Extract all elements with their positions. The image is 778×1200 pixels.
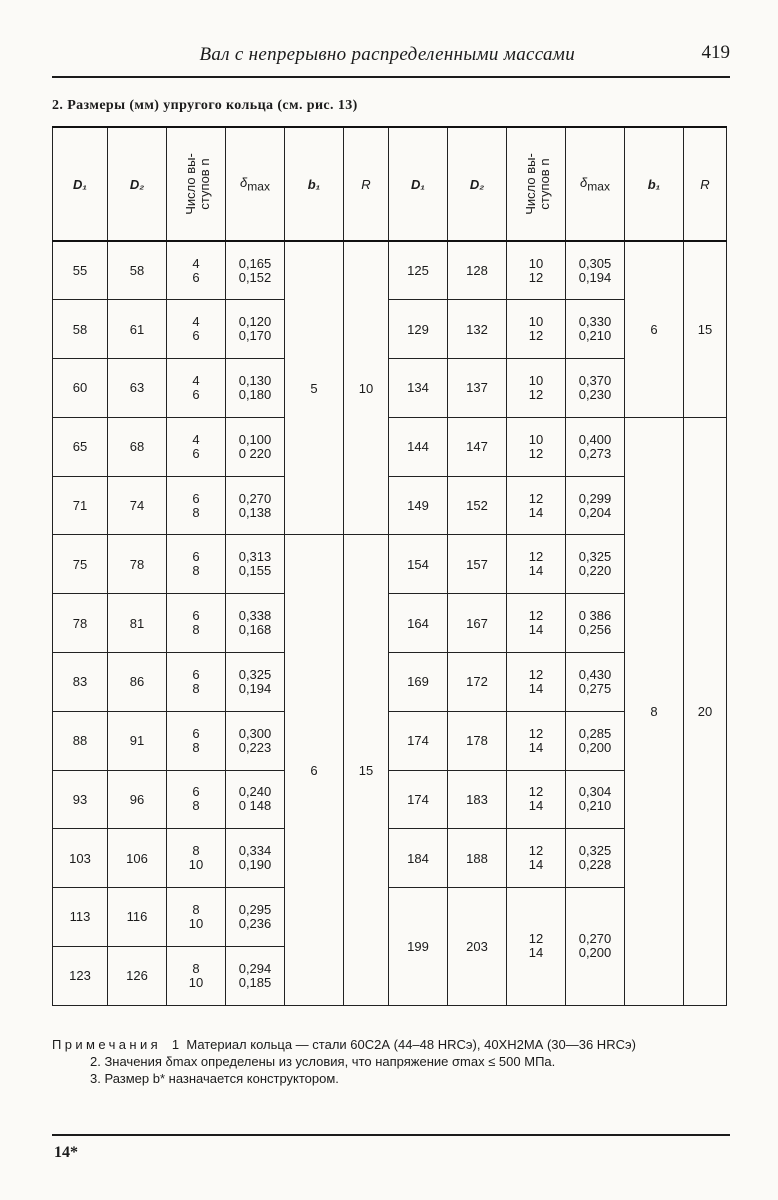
cell-d2-right: 203 (448, 888, 507, 1006)
cell-d1: 123 (53, 946, 108, 1005)
cell-delta-max-right: 0,304 0,210 (566, 770, 625, 829)
cell-d2: 126 (108, 946, 167, 1005)
cell-n-right: 12 14 (507, 535, 566, 594)
cell-d2: 63 (108, 359, 167, 418)
cell-delta-max-right: 0,299 0,204 (566, 476, 625, 535)
cell-delta-max-right: 0 386 0,256 (566, 594, 625, 653)
cell-delta-max-right: 0,370 0,230 (566, 359, 625, 418)
table-header-row (53, 127, 727, 241)
cell-d2-right: 188 (448, 829, 507, 888)
cell-b1-right: 8 (625, 417, 684, 1005)
col-header-delta-max-right: $\delta_{max}$ (566, 127, 625, 241)
cell-d1-right: 199 (389, 888, 448, 1006)
cell-d2-right: 147 (448, 417, 507, 476)
cell-d1-right: 174 (389, 770, 448, 829)
cell-r-right: 15 (684, 241, 727, 417)
cell-b1: 6 (285, 535, 344, 1005)
cell-d2-right: 157 (448, 535, 507, 594)
col-header-d1-right: D₁ (389, 127, 448, 241)
cell-n: 6 8 (167, 476, 226, 535)
cell-r: 15 (344, 535, 389, 1005)
cell-d1: 93 (53, 770, 108, 829)
cell-d1: 78 (53, 594, 108, 653)
cell-d2-right: 132 (448, 300, 507, 359)
cell-d1-right: 134 (389, 359, 448, 418)
ring-dimensions-table (52, 126, 727, 1006)
cell-d2: 74 (108, 476, 167, 535)
cell-delta-max: 0,120 0,170 (226, 300, 285, 359)
table-caption: 2. Размеры (мм) упругого кольца (см. рис. 13) (52, 98, 358, 113)
cell-delta-max: 0,313 0,155 (226, 535, 285, 594)
cell-delta-max-right: 0,430 0,275 (566, 652, 625, 711)
cell-n: 6 8 (167, 594, 226, 653)
table-row (53, 417, 727, 446)
cell-d2-right: 172 (448, 652, 507, 711)
cell-n-right: 12 14 (507, 594, 566, 653)
cell-d1-right: 125 (389, 241, 448, 300)
col-header-delta-max: $\delta_{max}$ (226, 127, 285, 241)
cell-n-right: 12 14 (507, 476, 566, 535)
cell-b1: 5 (285, 241, 344, 535)
cell-r: 10 (344, 241, 389, 535)
cell-d1: 65 (53, 417, 108, 476)
cell-b1-right: 6 (625, 241, 684, 417)
cell-d1-right: 129 (389, 300, 448, 359)
table-body (53, 241, 727, 1005)
cell-d2: 58 (108, 241, 167, 300)
cell-d1: 75 (53, 535, 108, 594)
cell-d2: 106 (108, 829, 167, 888)
cell-d2: 116 (108, 888, 167, 947)
cell-n: 4 6 (167, 417, 226, 476)
col-header-b1: b₁ (285, 127, 344, 241)
cell-delta-max: 0,100 0 220 (226, 417, 285, 476)
cell-d1-right: 184 (389, 829, 448, 888)
col-header-n: Число вы- ступов n (167, 127, 226, 241)
running-title: Вал с непрерывно распределенными массами (199, 44, 575, 65)
cell-n-right: 10 12 (507, 359, 566, 418)
cell-n-right: 10 12 (507, 417, 566, 476)
cell-delta-max-right: 0,305 0,194 (566, 241, 625, 300)
cell-delta-max: 0,338 0,168 (226, 594, 285, 653)
signature-mark: 14* (54, 1144, 78, 1161)
cell-delta-max: 0,334 0,190 (226, 829, 285, 888)
cell-n: 4 6 (167, 241, 226, 300)
cell-delta-max: 0,240 0 148 (226, 770, 285, 829)
cell-n: 6 8 (167, 711, 226, 770)
cell-d2-right: 178 (448, 711, 507, 770)
cell-d1: 83 (53, 652, 108, 711)
cell-n: 4 6 (167, 300, 226, 359)
cell-d2-right: 137 (448, 359, 507, 418)
cell-d2-right: 183 (448, 770, 507, 829)
col-header-b1-right: b₁ (625, 127, 684, 241)
note-1-text: Материал кольца — стали 60С2А (44–48 HRCэ), 40ХН2МА (30—36 HRCэ) (186, 1037, 636, 1052)
cell-n: 4 6 (167, 359, 226, 418)
cell-d2: 78 (108, 535, 167, 594)
cell-n-right: 12 14 (507, 829, 566, 888)
cell-n-right: 10 12 (507, 241, 566, 300)
cell-n: 8 10 (167, 829, 226, 888)
cell-d2: 68 (108, 417, 167, 476)
cell-d2-right: 128 (448, 241, 507, 300)
col-header-d2-right: D₂ (448, 127, 507, 241)
cell-n-right: 12 14 (507, 711, 566, 770)
notes (52, 1036, 730, 1087)
cell-d1-right: 174 (389, 711, 448, 770)
col-header-r-right: R (684, 127, 727, 241)
table-row (53, 241, 727, 270)
notes-label: Примечания (52, 1037, 162, 1052)
cell-delta-max-right: 0,400 0,273 (566, 417, 625, 476)
col-header-n-right: Число вы- ступов n (507, 127, 566, 241)
cell-delta-max: 0,300 0,223 (226, 711, 285, 770)
col-header-d1: D₁ (53, 127, 108, 241)
page-header (52, 40, 730, 78)
cell-d2: 96 (108, 770, 167, 829)
note-1-number: 1 (171, 1037, 180, 1052)
cell-d2: 86 (108, 652, 167, 711)
cell-r-right: 20 (684, 417, 727, 1005)
cell-d1-right: 164 (389, 594, 448, 653)
note-2: 2. Значения δmax определены из условия, что напряжение σmax ≤ 500 МПа. (90, 1054, 556, 1069)
cell-d2: 81 (108, 594, 167, 653)
cell-delta-max: 0,295 0,236 (226, 888, 285, 947)
cell-d2: 91 (108, 711, 167, 770)
cell-n: 6 8 (167, 652, 226, 711)
cell-d1: 55 (53, 241, 108, 300)
cell-d1: 71 (53, 476, 108, 535)
cell-n: 8 10 (167, 946, 226, 1005)
cell-delta-max-right: 0,325 0,220 (566, 535, 625, 594)
cell-d1: 103 (53, 829, 108, 888)
cell-delta-max-right: 0,330 0,210 (566, 300, 625, 359)
cell-delta-max-right: 0,270 0,200 (566, 888, 625, 1006)
cell-d1-right: 169 (389, 652, 448, 711)
cell-d1: 60 (53, 359, 108, 418)
cell-n-right: 12 14 (507, 770, 566, 829)
cell-delta-max-right: 0,285 0,200 (566, 711, 625, 770)
cell-n: 8 10 (167, 888, 226, 947)
cell-n-right: 12 14 (507, 652, 566, 711)
cell-n: 6 8 (167, 770, 226, 829)
cell-d1: 58 (53, 300, 108, 359)
cell-n-right: 12 14 (507, 888, 566, 1006)
note-1 (52, 1036, 730, 1053)
cell-delta-max: 0,270 0,138 (226, 476, 285, 535)
cell-d2-right: 152 (448, 476, 507, 535)
cell-delta-max-right: 0,325 0,228 (566, 829, 625, 888)
note-3: 3. Размер b* назначается конструктором. (90, 1071, 339, 1086)
cell-d1-right: 144 (389, 417, 448, 476)
footer-rule (52, 1134, 730, 1136)
cell-d1: 113 (53, 888, 108, 947)
cell-delta-max: 0,294 0,185 (226, 946, 285, 1005)
cell-n-right: 10 12 (507, 300, 566, 359)
page-number: 419 (701, 42, 730, 63)
cell-delta-max: 0,325 0,194 (226, 652, 285, 711)
cell-n: 6 8 (167, 535, 226, 594)
cell-d2: 61 (108, 300, 167, 359)
col-header-r: R (344, 127, 389, 241)
cell-delta-max: 0,130 0,180 (226, 359, 285, 418)
cell-d2-right: 167 (448, 594, 507, 653)
cell-d1: 88 (53, 711, 108, 770)
cell-d1-right: 154 (389, 535, 448, 594)
col-header-d2: D₂ (108, 127, 167, 241)
cell-d1-right: 149 (389, 476, 448, 535)
cell-delta-max: 0,165 0,152 (226, 241, 285, 300)
